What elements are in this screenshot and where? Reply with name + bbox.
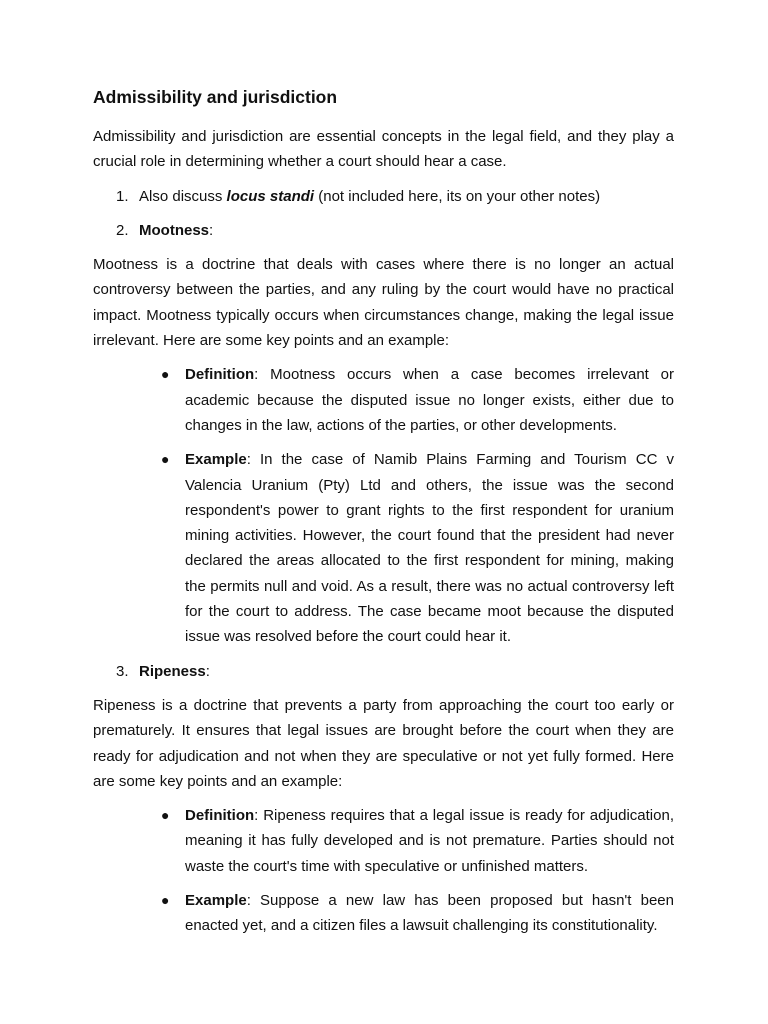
bullet-item [161, 447, 674, 649]
item-number: 3. [116, 662, 129, 680]
bullet-dot: ● [161, 366, 170, 383]
ripeness-bullet-list [93, 803, 674, 938]
bullet-label: Example [185, 892, 247, 910]
numbered-item-locus-standi [93, 184, 674, 209]
bullet-label: Definition [185, 807, 255, 825]
bullet-label: Example [185, 451, 247, 469]
bullet-text: : Ripeness requires that a legal issue is ready for adjudication, meaning it has fully developed and is not premature. Parties should not waste the court's time with speculative or unfinished matters. [185, 807, 674, 875]
mootness-paragraph: Mootness is a doctrine that deals with cases where there is no longer an actual controversy between the parties, and any ruling by the court would have no practical impact. Mootness typically occurs when circumstances change, making the legal issue irrelevant. Here are some key points and an example: [93, 256, 674, 350]
bullet-text: : In the case of Namib Plains Farming and Tourism CC v Valencia Uranium (Pty) Ltd and others, the issue was the second respondent's power to grant rights to the first respondent for uranium mining activities. However, the court found that the president had never declared the areas allocated to the first respondent for mining, making the permits null and void. As a result, there was no actual controversy left for the court to address. The case became moot because the disputed issue was resolved before the court could hear it. [185, 451, 674, 646]
bullet-text: : Mootness occurs when a case becomes irrelevant or academic because the disputed issue no longer exists, either due to changes in the law, actions of the parties, or other developments. [185, 366, 674, 434]
bullet-dot: ● [161, 892, 170, 909]
bullet-item [161, 362, 674, 438]
intro-paragraph: Admissibility and jurisdiction are essential concepts in the legal field, and they play a crucial role in determining whether a court should hear a case. [93, 128, 674, 171]
item-text [139, 659, 210, 684]
page-title: Admissibility and jurisdiction [93, 87, 338, 107]
bullet-text: : Suppose a new law has been proposed but hasn't been enacted yet, and a citizen files a lawsuit challenging its constitutionality. [185, 892, 674, 935]
numbered-item-mootness [93, 218, 674, 243]
bullet-dot: ● [161, 807, 170, 824]
bullet-label: Definition [185, 366, 255, 384]
ripeness-heading: Ripeness [139, 662, 206, 680]
item-text [139, 218, 213, 243]
item-number: 2. [116, 221, 129, 239]
ripeness-paragraph: Ripeness is a doctrine that prevents a party from approaching the court too early or prematurely. It ensures that legal issues are brought before the court when they are ready for adjudication and not when they are speculative or not yet fully formed. Here are some key points and an example: [93, 696, 674, 790]
locus-standi-term: locus standi [226, 187, 315, 205]
item-prefix: Also discuss [139, 187, 227, 205]
bullet-item [161, 803, 674, 879]
bullet-dot: ● [161, 451, 170, 468]
bullet-item [161, 888, 674, 939]
item-number: 1. [116, 187, 129, 205]
heading-colon: : [209, 221, 214, 239]
mootness-heading: Mootness [139, 221, 210, 239]
item-text [139, 184, 600, 209]
numbered-item-ripeness [93, 659, 674, 684]
mootness-bullet-list [93, 362, 674, 649]
heading-colon: : [205, 662, 210, 680]
item-suffix: (not included here, its on your other notes) [314, 187, 601, 205]
